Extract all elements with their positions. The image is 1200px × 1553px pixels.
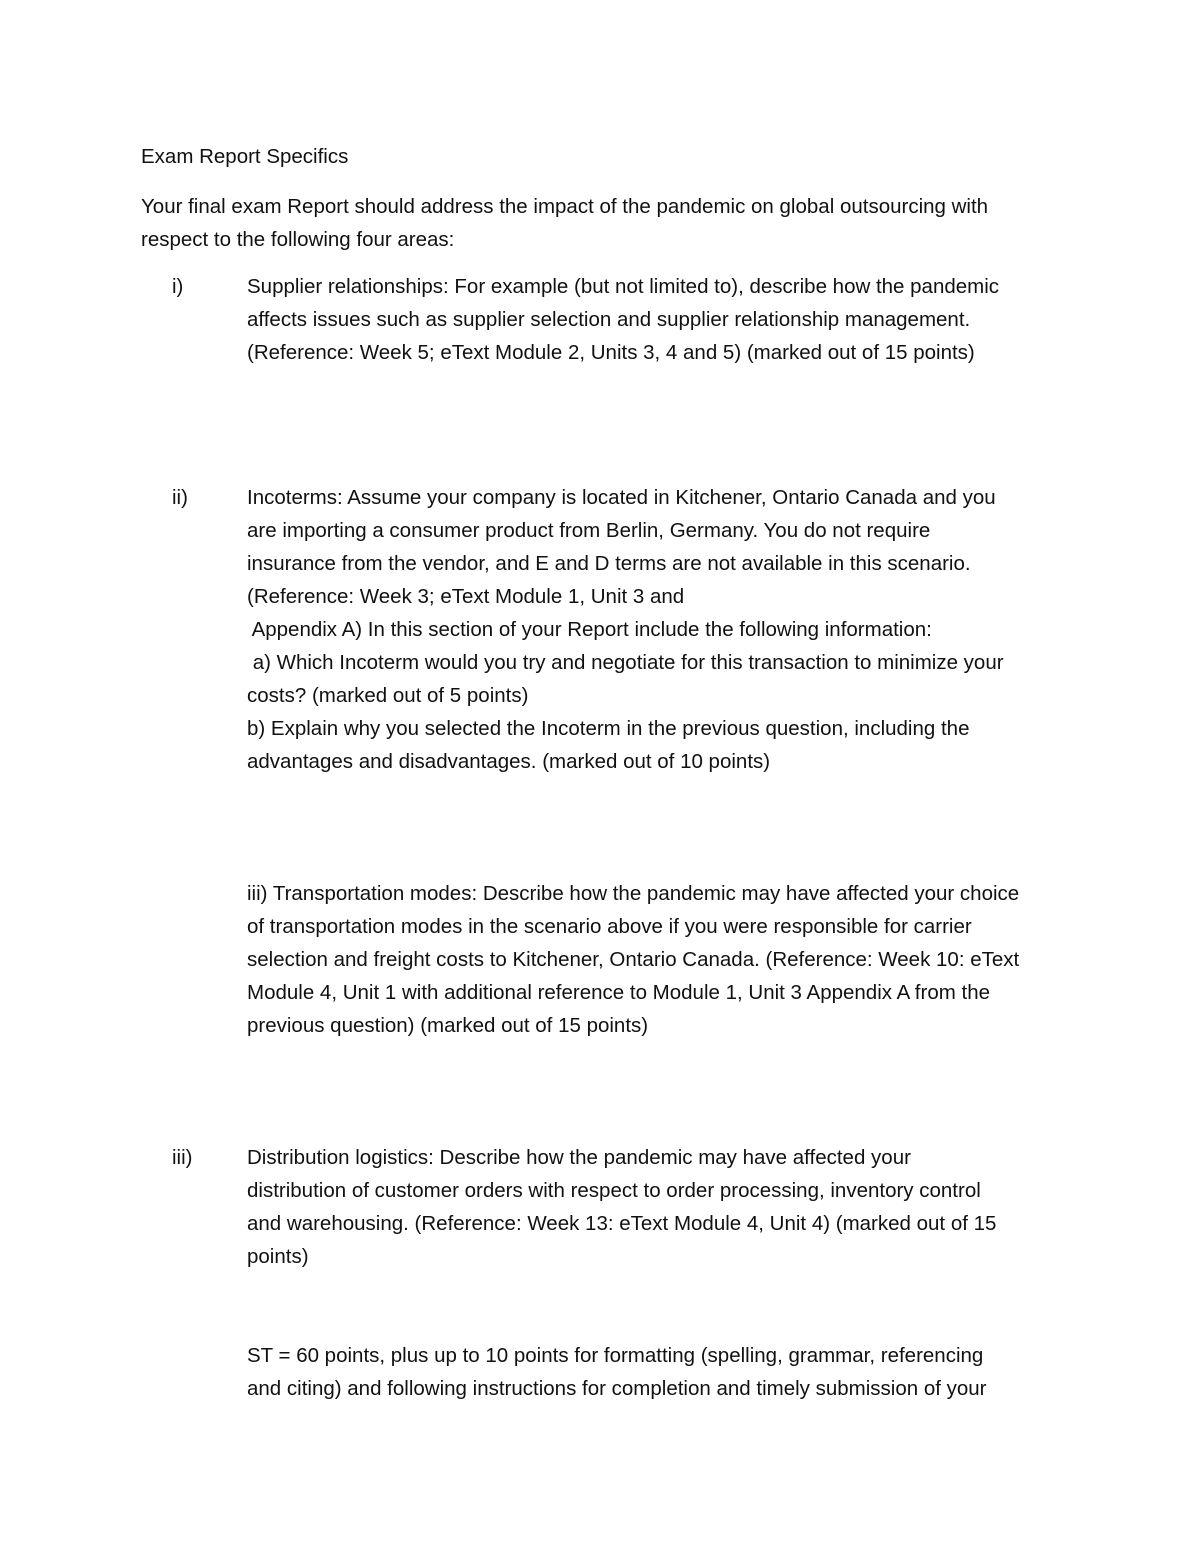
list-item-line: costs? (marked out of 5 points) [247,684,529,707]
list-item-line: Module 4, Unit 1 with additional reference to Module 1, Unit 3 Appendix A from the [247,981,990,1004]
list-item-line: (Reference: Week 5; eText Module 2, Units 3, 4 and 5) (marked out of 15 points) [247,341,975,364]
intro-line: respect to the following four areas: [141,228,455,251]
summary-line: ST = 60 points, plus up to 10 points for formatting (spelling, grammar, referencing [247,1344,984,1367]
list-marker: ii) [172,486,188,509]
intro-line: Your final exam Report should address the impact of the pandemic on global outsourcing with [141,195,989,218]
list-item-line: of transportation modes in the scenario above if you were responsible for carrier [247,915,972,938]
list-marker: i) [172,275,184,298]
list-item-line: previous question) (marked out of 15 points) [247,1014,649,1037]
list-item-line: and warehousing. (Reference: Week 13: eText Module 4, Unit 4) (marked out of 15 [247,1212,997,1235]
list-item-line: affects issues such as supplier selection and supplier relationship management. [247,308,971,331]
list-item-line: b) Explain why you selected the Incoterm in the previous question, including the [247,717,970,740]
document-title: Exam Report Specifics [141,145,349,168]
list-item-line: Incoterms: Assume your company is located in Kitchener, Ontario Canada and you [247,486,996,509]
list-item-line: iii) Transportation modes: Describe how the pandemic may have affected your choice [247,882,1020,905]
list-item-line: Distribution logistics: Describe how the pandemic may have affected your [247,1146,911,1169]
summary-line: and citing) and following instructions for completion and timely submission of your [247,1377,987,1400]
list-item-line: advantages and disadvantages. (marked out of 10 points) [247,750,771,773]
list-marker: iii) [172,1146,193,1169]
list-item-line: points) [247,1245,309,1268]
list-item-line: (Reference: Week 3; eText Module 1, Unit 3 and [247,585,685,608]
list-item-line: insurance from the vendor, and E and D terms are not available in this scenario. [247,552,971,575]
list-item-line: distribution of customer orders with respect to order processing, inventory control [247,1179,981,1202]
list-item-line: Supplier relationships: For example (but not limited to), describe how the pandemic [247,275,1000,298]
list-item-line: Appendix A) In this section of your Report include the following information: [247,618,932,641]
list-item-line: selection and freight costs to Kitchener, Ontario Canada. (Reference: Week 10: eText [247,948,1020,971]
list-item-line: are importing a consumer product from Berlin, Germany. You do not require [247,519,931,542]
list-item-line: a) Which Incoterm would you try and negotiate for this transaction to minimize your [247,651,1004,674]
